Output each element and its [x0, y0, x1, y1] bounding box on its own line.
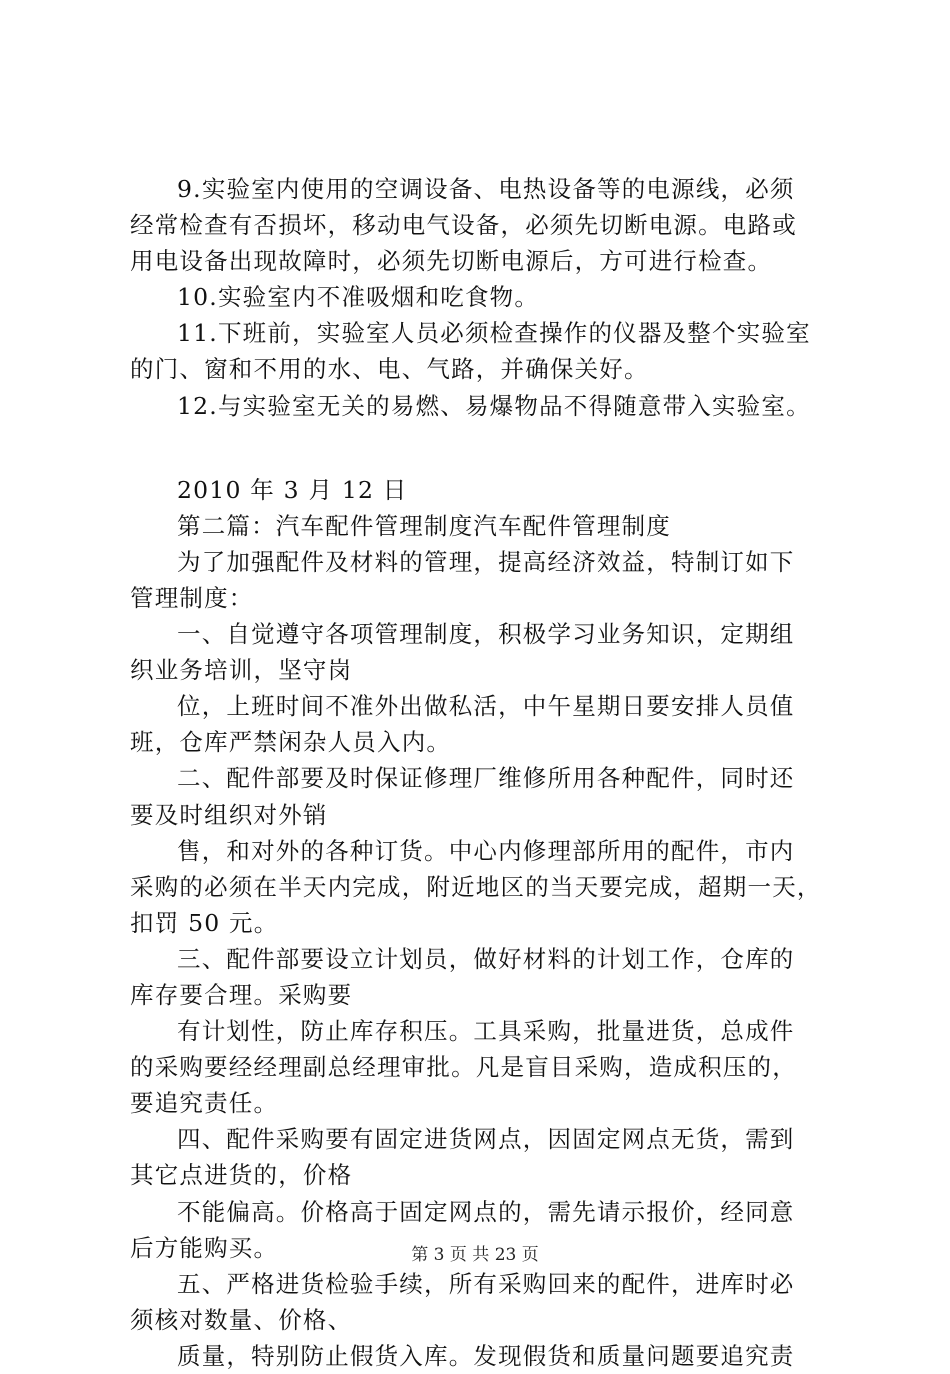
text-line: 为了加强配件及材料的管理，提高经济效益，特制订如下	[177, 547, 795, 576]
text-line: 有计划性，防止库存积压。工具采购，批量进货，总成件	[177, 1017, 795, 1046]
text-line: 位，上班时间不准外出做私活，中午星期日要安排人员值	[177, 692, 795, 721]
text-line: 质量，特别防止假货入库。发现假货和质量问题要追究责	[177, 1341, 795, 1370]
text-line: 的采购要经经理副总经理审批。凡是盲目采购，造成积压的，	[130, 1053, 797, 1082]
text-line: 2010 年 3 月 12 日	[177, 475, 408, 504]
text-line: 织业务培训，坚守岗	[130, 656, 353, 685]
text-line: 的门、窗和不用的水、电、气路，并确保关好。	[130, 355, 649, 384]
text-line: 售，和对外的各种订货。中心内修理部所用的配件，市内	[177, 836, 795, 865]
text-line: 库存要合理。采购要	[130, 980, 353, 1009]
text-line: 不能偏高。价格高于固定网点的，需先请示报价，经同意	[177, 1197, 795, 1226]
text-line: 12.与实验室无关的易燃、易爆物品不得随意带入实验室。	[177, 391, 811, 420]
text-line: 须核对数量、价格、	[130, 1305, 353, 1334]
text-line: 第二篇：汽车配件管理制度汽车配件管理制度	[177, 511, 671, 540]
text-line: 11.下班前，实验室人员必须检查操作的仪器及整个实验室	[177, 319, 811, 348]
text-line: 要追究责任。	[130, 1089, 279, 1118]
text-line: 经常检查有否损坏，移动电气设备，必须先切断电源。电路或	[130, 211, 797, 240]
text-line: 用电设备出现故障时，必须先切断电源后，方可进行检查。	[130, 247, 773, 276]
text-line: 采购的必须在半天内完成，附近地区的当天要完成，超期一天，	[130, 872, 822, 901]
text-line: 二、配件部要及时保证修理厂维修所用各种配件，同时还	[177, 764, 795, 793]
section-lab-rules	[130, 171, 835, 424]
text-line: 扣罚 50 元。	[130, 908, 279, 937]
text-line: 其它点进货的，价格	[130, 1161, 353, 1190]
text-line: 五、严格进货检验手续，所有采购回来的配件，进库时必	[177, 1269, 795, 1298]
text-line: 管理制度：	[130, 583, 254, 612]
text-line: 10.实验室内不准吸烟和吃食物。	[177, 283, 540, 312]
text-line: 一、自觉遵守各项管理制度，积极学习业务知识，定期组	[177, 620, 795, 649]
text-line: 班，仓库严禁闲杂人员入内。	[130, 728, 452, 757]
section-parts-management	[130, 472, 835, 1374]
page-footer: 第 3 页 共 23 页	[411, 1245, 539, 1265]
text-line: 要及时组织对外销	[130, 800, 328, 829]
text-line: 后方能购买。	[130, 1233, 279, 1262]
text-line: 四、配件采购要有固定进货网点，因固定网点无货，需到	[177, 1125, 795, 1154]
section-gap	[130, 424, 835, 472]
text-line: 9.实验室内使用的空调设备、电热设备等的电源线，必须	[177, 175, 795, 203]
document-body	[130, 171, 835, 1374]
text-line: 三、配件部要设立计划员，做好材料的计划工作，仓库的	[177, 944, 795, 973]
